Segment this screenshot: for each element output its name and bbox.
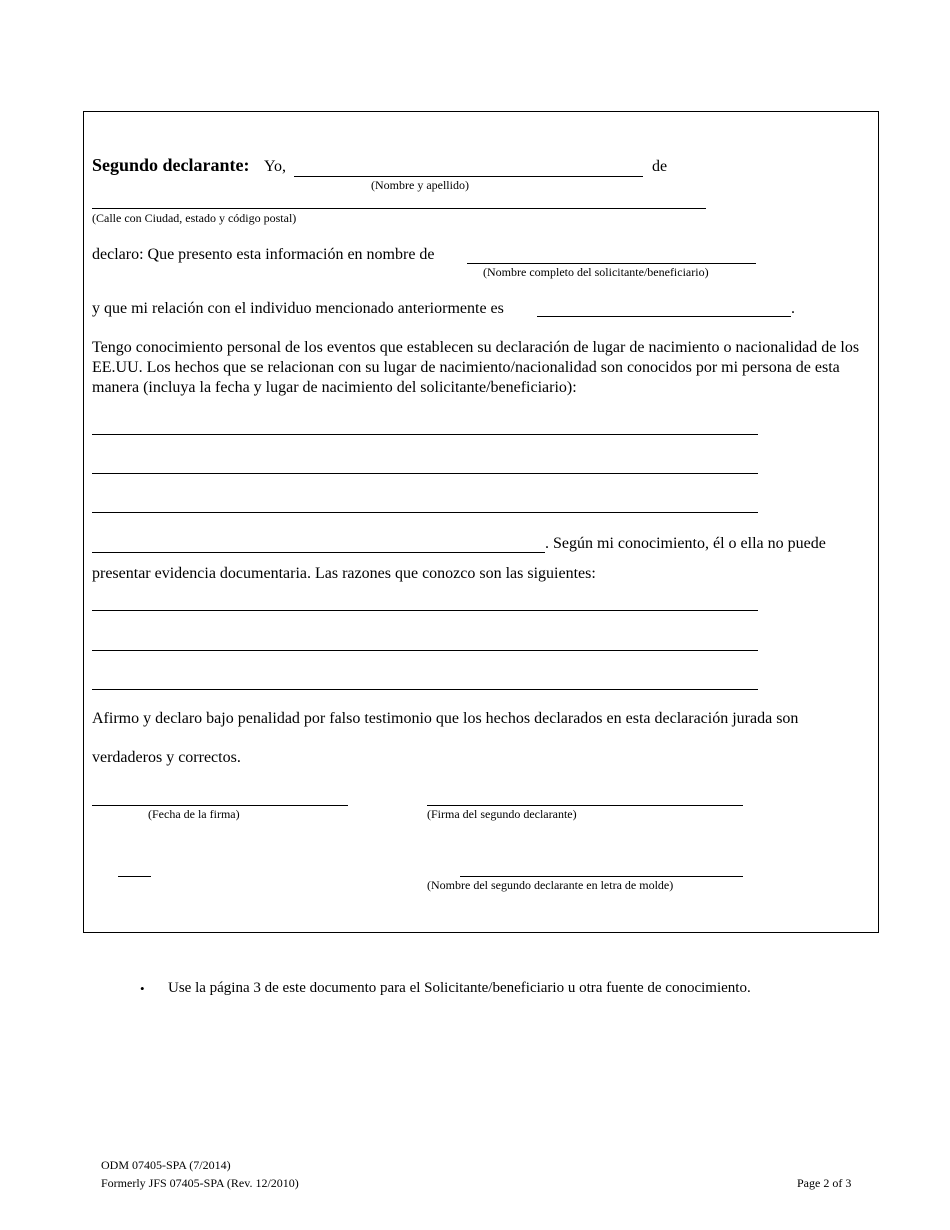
form-id: ODM 07405-SPA (7/2014) [101, 1158, 231, 1172]
reasons-text: presentar evidencia documentaria. Las razones que conozco son las siguientes: [92, 565, 596, 582]
signature-caption: (Firma del segundo declarante) [427, 807, 577, 821]
affirm-line-1: Afirmo y declaro bajo penalidad por falso testimonio que los hechos declarados en esta declaración jurada son [92, 710, 799, 727]
note-text: Use la página 3 de este documento para el Solicitante/beneficiario u otra fuente de conocimiento. [168, 980, 751, 996]
name-field[interactable] [294, 176, 643, 177]
de-label: de [652, 158, 668, 175]
knowledge-paragraph: Tengo conocimiento personal de los eventos que establecen su declaración de lugar de nacimiento o nacionalidad de los EE.UU. Los hechos que se relacionan con su lugar de nacimiento/nacionalidad son conocidos por mi persona de esta manera (incluya la fecha y lugar de nacimiento del solicitante/beneficiario): [92, 339, 860, 396]
formerly-id: Formerly JFS 07405-SPA (Rev. 12/2010) [101, 1176, 299, 1190]
print-name-field[interactable] [460, 876, 743, 877]
name-caption: (Nombre y apellido) [371, 178, 469, 192]
date-caption: (Fecha de la firma) [148, 807, 240, 821]
section-heading: Segundo declarante: [92, 155, 250, 175]
reasons-line-2[interactable] [92, 650, 758, 651]
relation-field[interactable] [537, 316, 791, 317]
knowledge-line-4[interactable] [92, 552, 545, 553]
address-caption: (Calle con Ciudad, estado y código postal) [92, 211, 297, 225]
relation-period: . [791, 300, 795, 317]
applicant-caption: (Nombre completo del solicitante/beneficiario) [483, 265, 709, 279]
signature-field[interactable] [427, 805, 743, 806]
date-field[interactable] [92, 805, 348, 806]
knowledge-line-2[interactable] [92, 473, 758, 474]
short-line [118, 876, 151, 877]
applicant-name-field[interactable] [467, 263, 756, 264]
knowledge-tail: . Según mi conocimiento, él o ella no puede [545, 535, 826, 552]
knowledge-line-1[interactable] [92, 434, 758, 435]
reasons-line-3[interactable] [92, 689, 758, 690]
bullet-icon: • [140, 981, 145, 996]
affirm-line-2: verdaderos y correctos. [92, 749, 241, 766]
yo-label: Yo, [264, 158, 286, 175]
print-name-caption: (Nombre del segundo declarante en letra de molde) [427, 878, 674, 892]
reasons-line-1[interactable] [92, 610, 758, 611]
page-number: Page 2 of 3 [797, 1176, 852, 1190]
declaro-text: declaro: Que presento esta información en nombre de [92, 246, 435, 263]
address-field[interactable] [92, 208, 706, 209]
knowledge-line-3[interactable] [92, 512, 758, 513]
relation-text: y que mi relación con el individuo mencionado anteriormente es [92, 300, 504, 317]
